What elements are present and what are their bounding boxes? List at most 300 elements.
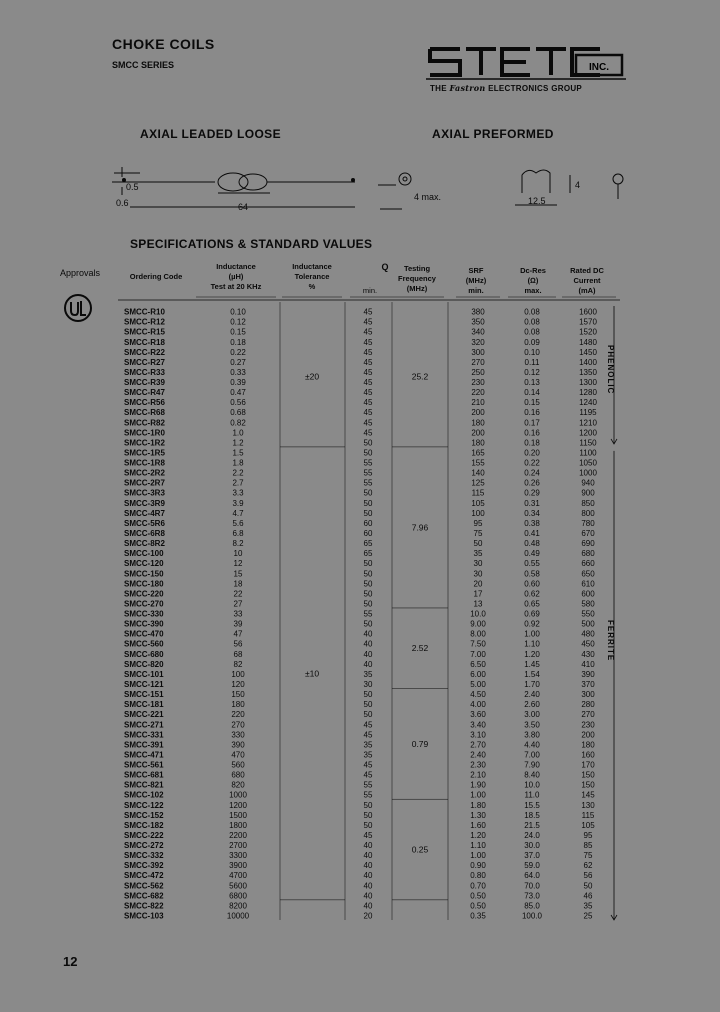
- series-label: SMCC SERIES: [112, 60, 175, 70]
- cell-dcres: 0.38: [524, 518, 540, 528]
- cell-dcres: 0.14: [524, 388, 540, 398]
- cell-code: SMCC-222: [124, 830, 164, 840]
- cell-code: SMCC-182: [124, 820, 164, 830]
- cell-srf: 200: [471, 428, 485, 438]
- cell-dcres: 0.69: [524, 609, 540, 619]
- cell-code: SMCC-R15: [124, 327, 165, 337]
- cell-dcres: 59.0: [524, 861, 540, 871]
- cell-inductance: 820: [231, 780, 245, 790]
- cell-current: 35: [583, 901, 593, 911]
- cell-dcres: 0.92: [524, 619, 540, 629]
- cell-dcres: 0.17: [524, 418, 540, 428]
- cell-dcres: 0.22: [524, 458, 540, 468]
- cell-q: 45: [363, 317, 373, 327]
- col-dcres-l2: (Ω): [527, 276, 539, 285]
- cell-code: SMCC-R56: [124, 398, 165, 408]
- cell-q: 50: [363, 599, 373, 609]
- cell-q: 65: [363, 549, 373, 559]
- cell-q: 40: [363, 649, 373, 659]
- cell-current: 160: [581, 750, 595, 760]
- cell-dcres: 0.65: [524, 599, 540, 609]
- cell-srf: 140: [471, 468, 485, 478]
- cell-q: 45: [363, 770, 373, 780]
- cell-srf: 9.00: [470, 619, 486, 629]
- cell-srf: 5.00: [470, 679, 486, 689]
- cell-code: SMCC-150: [124, 569, 164, 579]
- cell-current: 430: [581, 649, 595, 659]
- cell-current: 1000: [579, 468, 597, 478]
- cell-code: SMCC-471: [124, 750, 164, 760]
- cell-inductance: 47: [233, 629, 243, 639]
- cell-code: SMCC-820: [124, 659, 164, 669]
- cell-dcres: 0.12: [524, 367, 540, 377]
- cell-q: 40: [363, 861, 373, 871]
- cell-dcres: 1.45: [524, 659, 540, 669]
- cell-dcres: 0.15: [524, 398, 540, 408]
- cell-inductance: 470: [231, 750, 245, 760]
- cell-srf: 7.00: [470, 649, 486, 659]
- cell-dcres: 0.41: [524, 529, 540, 539]
- cell-current: 170: [581, 760, 595, 770]
- label-phenolic: PHENOLIC: [606, 345, 615, 395]
- cell-current: 410: [581, 659, 595, 669]
- cell-q: 55: [363, 790, 373, 800]
- cell-dcres: 64.0: [524, 871, 540, 881]
- col-inductance-l1: Inductance: [216, 262, 256, 271]
- cell-inductance: 27: [233, 599, 243, 609]
- cell-current: 390: [581, 669, 595, 679]
- cell-inductance: 390: [231, 740, 245, 750]
- cell-dcres: 0.11: [524, 357, 540, 367]
- cell-current: 1350: [579, 367, 597, 377]
- cell-current: 670: [581, 529, 595, 539]
- testing-group-value: 7.96: [411, 522, 429, 533]
- cell-q: 40: [363, 639, 373, 649]
- cell-q: 50: [363, 619, 373, 629]
- cell-inductance: 33: [233, 609, 243, 619]
- cell-dcres: 0.34: [524, 508, 540, 518]
- cell-inductance: 5.6: [232, 518, 244, 528]
- cell-q: 45: [363, 388, 373, 398]
- cell-inductance: 180: [231, 700, 245, 710]
- cell-code: SMCC-122: [124, 800, 164, 810]
- cell-srf: 1.00: [470, 851, 486, 861]
- cell-inductance: 1200: [229, 800, 247, 810]
- cell-q: 35: [363, 750, 373, 760]
- cell-inductance: 150: [231, 690, 245, 700]
- cell-srf: 4.00: [470, 700, 486, 710]
- cell-q: 55: [363, 468, 373, 478]
- cell-srf: 0.90: [470, 861, 486, 871]
- cell-srf: 155: [471, 458, 485, 468]
- cell-q: 50: [363, 690, 373, 700]
- cell-code: SMCC-R47: [124, 388, 165, 398]
- cell-code: SMCC-181: [124, 700, 164, 710]
- cell-q: 40: [363, 851, 373, 861]
- cell-current: 680: [581, 549, 595, 559]
- cell-code: SMCC-4R7: [124, 508, 165, 518]
- cell-current: 900: [581, 488, 595, 498]
- cell-inductance: 0.39: [230, 378, 246, 388]
- cell-q: 20: [363, 911, 373, 921]
- cell-current: 690: [581, 539, 595, 549]
- cell-dcres: 2.60: [524, 700, 540, 710]
- tagline-post: ELECTRONICS GROUP: [488, 84, 583, 93]
- cell-dcres: 1.00: [524, 629, 540, 639]
- cell-inductance: 0.68: [230, 408, 246, 418]
- cell-code: SMCC-390: [124, 619, 164, 629]
- cell-inductance: 1.5: [232, 448, 244, 458]
- col-testing-l3: (MHz): [406, 284, 428, 293]
- cell-current: 1450: [579, 347, 597, 357]
- cell-dcres: 0.48: [524, 539, 540, 549]
- cell-current: 500: [581, 619, 595, 629]
- cell-srf: 180: [471, 438, 485, 448]
- cell-q: 60: [363, 529, 373, 539]
- cell-inductance: 560: [231, 760, 245, 770]
- cell-q: 40: [363, 841, 373, 851]
- cell-inductance: 1.8: [232, 458, 244, 468]
- cell-q: 45: [363, 428, 373, 438]
- cell-dcres: 7.90: [524, 760, 540, 770]
- cell-q: 45: [363, 760, 373, 770]
- cell-srf: 30: [473, 569, 483, 579]
- cell-code: SMCC-272: [124, 841, 164, 851]
- col-tolerance-l2: Tolerance: [294, 272, 330, 281]
- cell-current: 1200: [579, 428, 597, 438]
- cell-current: 105: [581, 820, 595, 830]
- cell-inductance: 39: [233, 619, 243, 629]
- cell-current: 1520: [579, 327, 597, 337]
- cell-dcres: 30.0: [524, 841, 540, 851]
- cell-q: 45: [363, 720, 373, 730]
- tolerance-group-value: ±20: [304, 371, 320, 382]
- cell-dcres: 8.40: [524, 770, 540, 780]
- cell-code: SMCC-8R2: [124, 539, 165, 549]
- cell-inductance: 3300: [229, 851, 247, 861]
- cell-dcres: 3.80: [524, 730, 540, 740]
- cell-code: SMCC-102: [124, 790, 164, 800]
- cell-inductance: 680: [231, 770, 245, 780]
- cell-code: SMCC-391: [124, 740, 164, 750]
- col-ordering-code: Ordering Code: [129, 272, 183, 281]
- cell-current: 550: [581, 609, 595, 619]
- col-q: Q: [381, 262, 389, 272]
- cell-q: 45: [363, 367, 373, 377]
- cell-current: 780: [581, 518, 595, 528]
- cell-inductance: 0.15: [230, 327, 246, 337]
- cell-code: SMCC-103: [124, 911, 164, 921]
- label-ferrite: FERRITE: [606, 620, 615, 662]
- cell-inductance: 2700: [229, 841, 247, 851]
- cell-q: 40: [363, 871, 373, 881]
- cell-q: 45: [363, 307, 373, 317]
- cell-srf: 180: [471, 418, 485, 428]
- cell-srf: 380: [471, 307, 485, 317]
- cell-srf: 13: [473, 599, 483, 609]
- page-title: CHOKE COILS: [112, 36, 215, 52]
- cell-current: 95: [583, 830, 593, 840]
- cell-inductance: 0.12: [230, 317, 246, 327]
- cell-dcres: 4.40: [524, 740, 540, 750]
- cell-dcres: 0.08: [524, 307, 540, 317]
- cell-inductance: 10000: [226, 911, 250, 921]
- cell-srf: 200: [471, 408, 485, 418]
- cell-code: SMCC-120: [124, 559, 164, 569]
- cell-code: SMCC-180: [124, 579, 164, 589]
- tolerance-group-value: ±10: [304, 668, 320, 679]
- cell-code: SMCC-561: [124, 760, 164, 770]
- cell-dcres: 24.0: [524, 830, 540, 840]
- cell-srf: 1.60: [470, 820, 486, 830]
- cell-current: 145: [581, 790, 595, 800]
- cell-code: SMCC-R22: [124, 347, 165, 357]
- cell-q: 40: [363, 901, 373, 911]
- cell-dcres: 0.08: [524, 327, 540, 337]
- cell-q: 45: [363, 398, 373, 408]
- cell-inductance: 0.10: [230, 307, 246, 317]
- cell-code: SMCC-R18: [124, 337, 165, 347]
- cell-inductance: 3900: [229, 861, 247, 871]
- cell-inductance: 2200: [229, 830, 247, 840]
- cell-code: SMCC-121: [124, 679, 164, 689]
- cell-code: SMCC-822: [124, 901, 164, 911]
- cell-inductance: 0.82: [230, 418, 246, 428]
- cell-q: 50: [363, 579, 373, 589]
- cell-q: 45: [363, 418, 373, 428]
- logo-inc: INC.: [589, 62, 609, 73]
- col-dcres-l3: max.: [524, 286, 542, 295]
- cell-current: 270: [581, 710, 595, 720]
- section-axial-leaded: AXIAL LEADED LOOSE: [140, 127, 281, 141]
- cell-srf: 2.40: [470, 750, 486, 760]
- cell-dcres: 0.16: [524, 428, 540, 438]
- dim-0-6: 0.6: [116, 198, 129, 208]
- cell-code: SMCC-R39: [124, 378, 165, 388]
- cell-code: SMCC-5R6: [124, 518, 165, 528]
- cell-current: 25: [583, 911, 593, 921]
- cell-q: 55: [363, 458, 373, 468]
- cell-dcres: 0.20: [524, 448, 540, 458]
- cell-dcres: 0.16: [524, 408, 540, 418]
- cell-q: 50: [363, 810, 373, 820]
- cell-srf: 230: [471, 378, 485, 388]
- cell-current: 450: [581, 639, 595, 649]
- cell-srf: 125: [471, 478, 485, 488]
- col-inductance-l2: (µH): [228, 272, 244, 281]
- cell-srf: 6.50: [470, 659, 486, 669]
- cell-inductance: 6.8: [232, 529, 244, 539]
- cell-code: SMCC-392: [124, 861, 164, 871]
- cell-code: SMCC-101: [124, 669, 164, 679]
- cell-current: 1100: [579, 448, 597, 458]
- page-number: 12: [63, 954, 78, 969]
- cell-inductance: 3.3: [232, 488, 244, 498]
- cell-srf: 0.50: [470, 891, 486, 901]
- cell-dcres: 0.55: [524, 559, 540, 569]
- cell-q: 60: [363, 518, 373, 528]
- cell-current: 115: [581, 810, 595, 820]
- cell-code: SMCC-R68: [124, 408, 165, 418]
- cell-inductance: 12: [233, 559, 243, 569]
- cell-current: 480: [581, 629, 595, 639]
- cell-q: 50: [363, 700, 373, 710]
- cell-q: 45: [363, 327, 373, 337]
- cell-srf: 10.0: [470, 609, 486, 619]
- cell-inductance: 1800: [229, 820, 247, 830]
- cell-current: 370: [581, 679, 595, 689]
- cell-current: 1195: [579, 408, 597, 418]
- col-testing-l2: Frequency: [398, 274, 436, 283]
- cell-code: SMCC-R82: [124, 418, 165, 428]
- cell-code: SMCC-682: [124, 891, 164, 901]
- cell-srf: 1.90: [470, 780, 486, 790]
- cell-dcres: 2.40: [524, 690, 540, 700]
- cell-q: 50: [363, 800, 373, 810]
- cell-dcres: 0.49: [524, 549, 540, 559]
- cell-current: 600: [581, 589, 595, 599]
- cell-inductance: 82: [233, 659, 243, 669]
- cell-q: 50: [363, 438, 373, 448]
- cell-inductance: 22: [233, 589, 243, 599]
- cell-code: SMCC-3R3: [124, 488, 165, 498]
- cell-code: SMCC-562: [124, 881, 164, 891]
- cell-code: SMCC-R33: [124, 367, 165, 377]
- cell-current: 1150: [579, 438, 597, 448]
- testing-group-value: 0.25: [411, 844, 429, 855]
- cell-dcres: 15.5: [524, 800, 540, 810]
- cell-current: 46: [583, 891, 593, 901]
- cell-code: SMCC-681: [124, 770, 164, 780]
- cell-current: 1480: [579, 337, 597, 347]
- approvals-label: Approvals: [60, 268, 101, 278]
- cell-srf: 1.20: [470, 830, 486, 840]
- cell-srf: 17: [473, 589, 483, 599]
- cell-code: SMCC-271: [124, 720, 164, 730]
- cell-srf: 95: [473, 518, 483, 528]
- cell-current: 1280: [579, 388, 597, 398]
- cell-dcres: 0.13: [524, 378, 540, 388]
- cell-current: 50: [583, 881, 593, 891]
- col-dcres-l1: Dc-Res: [520, 266, 546, 275]
- col-inductance-l3: Test at 20 KHz: [210, 282, 262, 291]
- cell-code: SMCC-2R7: [124, 478, 165, 488]
- cell-srf: 210: [471, 398, 485, 408]
- cell-dcres: 0.24: [524, 468, 540, 478]
- cell-current: 610: [581, 579, 595, 589]
- cell-q: 55: [363, 478, 373, 488]
- cell-current: 130: [581, 800, 595, 810]
- cell-current: 150: [581, 780, 595, 790]
- dim-4max: 4 max.: [414, 192, 442, 202]
- cell-inductance: 1.0: [232, 428, 244, 438]
- dim-0-5: 0.5: [126, 182, 139, 192]
- cell-inductance: 8200: [229, 901, 247, 911]
- cell-current: 850: [581, 498, 595, 508]
- cell-code: SMCC-1R0: [124, 428, 165, 438]
- cell-srf: 7.50: [470, 639, 486, 649]
- cell-dcres: 0.08: [524, 317, 540, 327]
- cell-srf: 1.10: [470, 841, 486, 851]
- cell-inductance: 0.27: [230, 357, 246, 367]
- cell-code: SMCC-560: [124, 639, 164, 649]
- cell-q: 50: [363, 448, 373, 458]
- cell-inductance: 56: [233, 639, 243, 649]
- cell-inductance: 8.2: [232, 539, 244, 549]
- cell-dcres: 0.29: [524, 488, 540, 498]
- section-axial-preformed: AXIAL PREFORMED: [432, 127, 554, 141]
- cell-inductance: 15: [233, 569, 243, 579]
- cell-srf: 270: [471, 357, 485, 367]
- cell-current: 75: [583, 851, 593, 861]
- cell-inductance: 5600: [229, 881, 247, 891]
- col-srf-l3: min.: [468, 286, 484, 295]
- cell-q: 50: [363, 498, 373, 508]
- cell-inductance: 18: [233, 579, 243, 589]
- cell-code: SMCC-1R2: [124, 438, 165, 448]
- cell-inductance: 0.22: [230, 347, 246, 357]
- section-specifications: SPECIFICATIONS & STANDARD VALUES: [130, 237, 373, 251]
- cell-inductance: 2.7: [232, 478, 244, 488]
- dim-12-5: 12.5: [528, 196, 546, 206]
- cell-q: 50: [363, 488, 373, 498]
- cell-dcres: 85.0: [524, 901, 540, 911]
- cell-code: SMCC-332: [124, 851, 164, 861]
- cell-inductance: 100: [231, 669, 245, 679]
- cell-current: 580: [581, 599, 595, 609]
- cell-code: SMCC-R12: [124, 317, 165, 327]
- cell-srf: 4.50: [470, 690, 486, 700]
- cell-dcres: 1.70: [524, 679, 540, 689]
- cell-q: 40: [363, 659, 373, 669]
- cell-srf: 0.35: [470, 911, 486, 921]
- cell-srf: 20: [473, 579, 483, 589]
- cell-dcres: 0.26: [524, 478, 540, 488]
- cell-srf: 1.80: [470, 800, 486, 810]
- cell-inductance: 0.47: [230, 388, 246, 398]
- cell-current: 150: [581, 770, 595, 780]
- cell-q: 65: [363, 539, 373, 549]
- cell-current: 300: [581, 690, 595, 700]
- cell-code: SMCC-R27: [124, 357, 165, 367]
- cell-q: 35: [363, 740, 373, 750]
- cell-code: SMCC-152: [124, 810, 164, 820]
- cell-current: 1240: [579, 398, 597, 408]
- cell-srf: 350: [471, 317, 485, 327]
- cell-q: 55: [363, 780, 373, 790]
- col-testing-l1: Testing: [403, 264, 431, 273]
- cell-dcres: 0.60: [524, 579, 540, 589]
- cell-inductance: 0.56: [230, 398, 246, 408]
- cell-srf: 2.70: [470, 740, 486, 750]
- cell-code: SMCC-2R2: [124, 468, 165, 478]
- cell-q: 40: [363, 891, 373, 901]
- cell-q: 55: [363, 609, 373, 619]
- cell-current: 280: [581, 700, 595, 710]
- cell-dcres: 3.50: [524, 720, 540, 730]
- col-tolerance-l3: %: [308, 282, 316, 291]
- cell-current: 62: [583, 861, 593, 871]
- cell-dcres: 0.10: [524, 347, 540, 357]
- cell-current: 180: [581, 740, 595, 750]
- cell-inductance: 10: [233, 549, 243, 559]
- cell-srf: 300: [471, 347, 485, 357]
- tagline-pre: THE: [430, 84, 447, 93]
- cell-dcres: 0.09: [524, 337, 540, 347]
- cell-inductance: 3.9: [232, 498, 244, 508]
- dim-4: 4: [575, 180, 581, 190]
- cell-q: 50: [363, 820, 373, 830]
